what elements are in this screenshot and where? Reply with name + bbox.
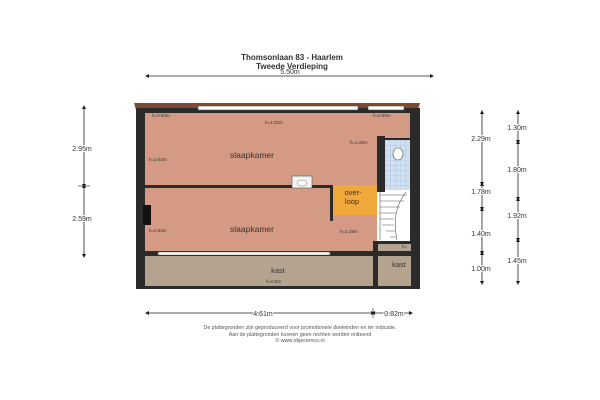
dimension-right-inner-3: 1.40m [471, 231, 491, 238]
storage-wide [145, 256, 373, 286]
height-label: h=2.63m [149, 157, 167, 162]
wall-storage-divider [373, 241, 378, 287]
dimension-left [78, 107, 90, 256]
height-label: h=0.50m [152, 113, 170, 118]
dimension-left-upper: 2.95m [72, 146, 92, 153]
height-label: h=2.29m [340, 229, 358, 234]
floor-name: Tweede Verdieping [256, 62, 328, 71]
dimension-bottom [147, 308, 411, 318]
height-label: h=0.50m [373, 113, 391, 118]
stair-area [377, 190, 410, 241]
bathroom-tiles [385, 140, 410, 190]
dimension-right-outer-1: 1.30m [507, 125, 527, 132]
height-label: 0.6m [399, 250, 410, 255]
dimension-right-inner-1: 2.29m [471, 136, 491, 143]
plan-title: Thomsonlaan 83 - Haarlem [241, 53, 343, 62]
dimension-bottom-left: 4.61m [253, 311, 273, 318]
window-top-left [198, 106, 358, 110]
dimension-right-inner-4: 1.00m [471, 266, 491, 273]
footer-disclaimer [0, 325, 600, 345]
chimney [143, 205, 151, 225]
wall-bathroom [377, 136, 385, 192]
dimension-right-outer-4: 1.45m [507, 258, 527, 265]
dimension-left-lower: 2.59m [72, 216, 92, 223]
toilet [393, 148, 403, 160]
height-label: h= [402, 244, 408, 249]
room-label-storage-wide: kast [271, 266, 285, 275]
sink-basin [297, 180, 307, 186]
dimension-right-outer-2: 1.80m [507, 167, 527, 174]
room-label-bedroom-1: slaapkamer [230, 150, 274, 160]
room-label-storage-small: kast [392, 260, 406, 269]
room-label-landing: loop [344, 197, 360, 206]
footer-line-1: De plattegronden zijn geproduceerd voor promotionele doeleinden en ter indicatie. [203, 325, 397, 331]
footer-line-2: Aan de plattegronden kunnen geen rechten worden ontleend [228, 331, 372, 338]
wall-landing [330, 185, 333, 221]
height-label: h=2.25m [350, 140, 368, 145]
room-label-bedroom-2: slaapkamer [230, 224, 274, 234]
window-bottom [158, 252, 330, 255]
footer-line-3: © www.objectenco.nl [275, 338, 325, 344]
height-label: h=2.63m [149, 228, 167, 233]
dimension-top-width: 5.50m [280, 69, 300, 76]
height-label: h=0.6m [266, 279, 282, 284]
dimension-bottom-right: 0.82m [384, 311, 404, 318]
room-label-landing: over- [344, 188, 362, 197]
room-bedroom-1 [145, 113, 377, 185]
dimension-right-inner-2: 1.78m [471, 189, 491, 196]
dimension-right-outer-3: 1.92m [507, 213, 527, 220]
window-top-right [368, 106, 404, 110]
height-label: h=2.22m [265, 120, 283, 125]
